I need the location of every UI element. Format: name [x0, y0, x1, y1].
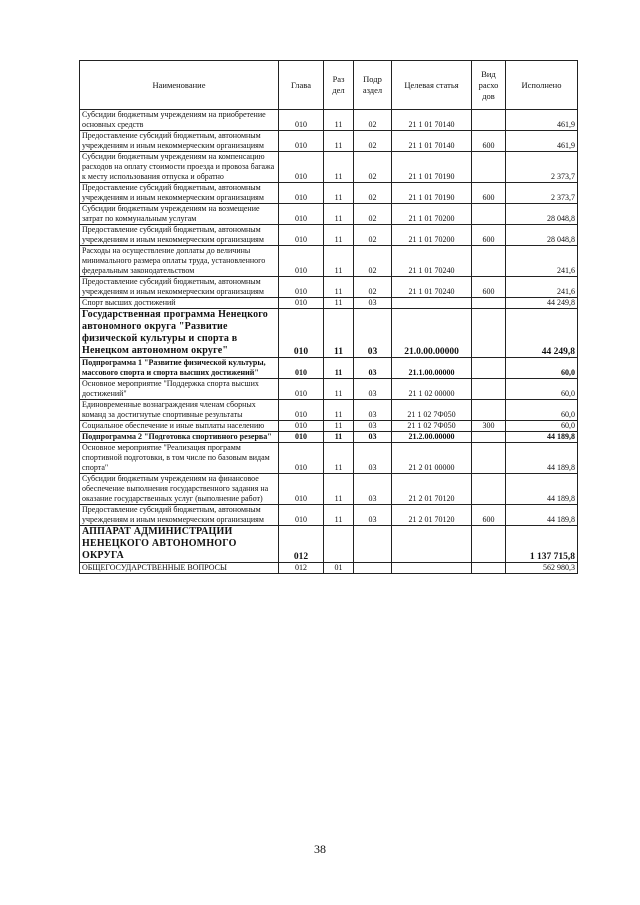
table-row	[80, 152, 578, 183]
cell-amount: 28 048,8	[506, 225, 578, 246]
cell-glava: 010	[279, 110, 324, 131]
table-row	[80, 183, 578, 204]
cell-statya: 21 1 02 7Ф050	[392, 400, 472, 421]
cell-razdel: 11	[324, 358, 354, 379]
header-glava: Глава	[279, 61, 324, 110]
cell-podrazdel	[354, 563, 392, 574]
cell-podrazdel: 02	[354, 225, 392, 246]
cell-razdel: 11	[324, 183, 354, 204]
cell-podrazdel: 03	[354, 400, 392, 421]
cell-vid	[472, 474, 506, 505]
table-row	[80, 298, 578, 309]
cell-statya	[392, 526, 472, 563]
cell-amount: 2 373,7	[506, 152, 578, 183]
table-row	[80, 358, 578, 379]
header-vid: Вид расхо дов	[472, 61, 506, 110]
cell-name: Предоставление субсидий бюджетным, автономным учреждениям и иным некоммерческим организациям	[80, 277, 279, 298]
table-row	[80, 309, 578, 358]
cell-glava: 010	[279, 358, 324, 379]
cell-statya: 21 1 01 70190	[392, 152, 472, 183]
cell-glava: 010	[279, 277, 324, 298]
cell-razdel: 11	[324, 225, 354, 246]
cell-glava: 010	[279, 505, 324, 526]
cell-glava: 010	[279, 152, 324, 183]
cell-vid	[472, 443, 506, 474]
table-row	[80, 110, 578, 131]
cell-glava: 010	[279, 443, 324, 474]
cell-podrazdel: 03	[354, 474, 392, 505]
cell-statya: 21 1 01 70200	[392, 225, 472, 246]
cell-razdel: 11	[324, 246, 354, 277]
cell-statya	[392, 563, 472, 574]
cell-name: Субсидии бюджетным учреждениям на приобретение основных средств	[80, 110, 279, 131]
table-row	[80, 563, 578, 574]
cell-name: АППАРАТ АДМИНИСТРАЦИИ НЕНЕЦКОГО АВТОНОМНОГО ОКРУГА	[80, 526, 279, 563]
cell-razdel: 11	[324, 110, 354, 131]
cell-podrazdel: 03	[354, 379, 392, 400]
cell-name: Государственная программа Ненецкого автономного округа "Развитие физической культуры и спорта в Ненецком автономном округе"	[80, 309, 279, 358]
cell-razdel: 11	[324, 421, 354, 432]
cell-vid: 600	[472, 225, 506, 246]
cell-amount: 241,6	[506, 277, 578, 298]
cell-glava: 010	[279, 183, 324, 204]
table-row	[80, 131, 578, 152]
cell-amount: 44 189,8	[506, 432, 578, 443]
cell-amount: 60,0	[506, 379, 578, 400]
cell-amount: 60,0	[506, 421, 578, 432]
cell-statya: 21 1 02 00000	[392, 379, 472, 400]
cell-statya	[392, 298, 472, 309]
cell-statya: 21 2 01 70120	[392, 505, 472, 526]
cell-glava: 010	[279, 225, 324, 246]
cell-podrazdel: 02	[354, 152, 392, 183]
cell-glava: 010	[279, 421, 324, 432]
cell-name: Подпрограмма 1 "Развитие физической культуры, массового спорта и спорта высших достижений"	[80, 358, 279, 379]
table-row	[80, 505, 578, 526]
cell-vid	[472, 246, 506, 277]
cell-amount: 44 189,8	[506, 474, 578, 505]
cell-name: Предоставление субсидий бюджетным, автономным учреждениям и иным некоммерческим организациям	[80, 131, 279, 152]
budget-table	[79, 60, 578, 574]
header-podrazdel: Подр аздел	[354, 61, 392, 110]
cell-razdel: 11	[324, 152, 354, 183]
cell-vid	[472, 298, 506, 309]
cell-glava: 010	[279, 474, 324, 505]
cell-podrazdel: 03	[354, 298, 392, 309]
cell-statya: 21.0.00.00000	[392, 309, 472, 358]
cell-name: Основное мероприятие "Поддержка спорта высших достижений"	[80, 379, 279, 400]
cell-glava: 010	[279, 131, 324, 152]
cell-statya: 21 1 01 70190	[392, 183, 472, 204]
cell-razdel: 11	[324, 309, 354, 358]
cell-razdel: 11	[324, 277, 354, 298]
cell-razdel: 11	[324, 505, 354, 526]
cell-podrazdel: 03	[354, 443, 392, 474]
cell-statya: 21.2.00.00000	[392, 432, 472, 443]
header-statya: Целевая статья	[392, 61, 472, 110]
cell-name: Социальное обеспечение и иные выплаты населению	[80, 421, 279, 432]
table-row	[80, 225, 578, 246]
cell-name: Основное мероприятие "Реализация программ спортивной подготовки, в том числе по базовым видам спорта"	[80, 443, 279, 474]
cell-razdel: 11	[324, 400, 354, 421]
cell-podrazdel: 02	[354, 131, 392, 152]
cell-vid: 600	[472, 505, 506, 526]
table-body	[80, 110, 578, 574]
cell-podrazdel: 02	[354, 277, 392, 298]
cell-name: Подпрограмма 2 "Подготовка спортивного резерва"	[80, 432, 279, 443]
cell-amount: 461,9	[506, 110, 578, 131]
cell-podrazdel: 03	[354, 432, 392, 443]
cell-amount: 44 249,8	[506, 298, 578, 309]
cell-vid	[472, 110, 506, 131]
table-header-row	[80, 61, 578, 110]
cell-name: Спорт высших достижений	[80, 298, 279, 309]
cell-vid: 600	[472, 131, 506, 152]
cell-name: Предоставление субсидий бюджетным, автономным учреждениям и иным некоммерческим организациям	[80, 505, 279, 526]
cell-amount: 44 189,8	[506, 505, 578, 526]
cell-podrazdel: 02	[354, 246, 392, 277]
table-row	[80, 379, 578, 400]
cell-amount: 44 249,8	[506, 309, 578, 358]
cell-statya: 21.1.00.00000	[392, 358, 472, 379]
cell-razdel: 11	[324, 474, 354, 505]
cell-vid	[472, 152, 506, 183]
cell-razdel: 11	[324, 298, 354, 309]
cell-amount: 28 048,8	[506, 204, 578, 225]
cell-name: Расходы на осуществление доплаты до величины минимального размера оплаты труда, установленного федеральным законодательством	[80, 246, 279, 277]
page-number: 38	[314, 842, 326, 856]
cell-glava: 012	[279, 563, 324, 574]
table-row	[80, 204, 578, 225]
cell-statya: 21 1 01 70240	[392, 246, 472, 277]
cell-statya: 21 1 01 70140	[392, 110, 472, 131]
cell-statya: 21 2 01 00000	[392, 443, 472, 474]
cell-razdel: 11	[324, 131, 354, 152]
cell-vid	[472, 358, 506, 379]
cell-razdel: 11	[324, 379, 354, 400]
cell-razdel: 11	[324, 204, 354, 225]
cell-podrazdel: 02	[354, 110, 392, 131]
cell-glava: 010	[279, 204, 324, 225]
table-row	[80, 474, 578, 505]
cell-amount: 562 980,3	[506, 563, 578, 574]
header-ispolneno: Исполнено	[506, 61, 578, 110]
cell-amount: 461,9	[506, 131, 578, 152]
cell-statya: 21 2 01 70120	[392, 474, 472, 505]
cell-name: Предоставление субсидий бюджетным, автономным учреждениям и иным некоммерческим организациям	[80, 225, 279, 246]
table-row	[80, 277, 578, 298]
table-row	[80, 400, 578, 421]
cell-statya: 21 1 01 70140	[392, 131, 472, 152]
table-row	[80, 246, 578, 277]
cell-amount: 2 373,7	[506, 183, 578, 204]
cell-amount: 241,6	[506, 246, 578, 277]
cell-name: Предоставление субсидий бюджетным, автономным учреждениям и иным некоммерческим организациям	[80, 183, 279, 204]
cell-name: ОБЩЕГОСУДАРСТВЕННЫЕ ВОПРОСЫ	[80, 563, 279, 574]
cell-vid	[472, 526, 506, 563]
cell-glava: 010	[279, 400, 324, 421]
cell-podrazdel: 03	[354, 309, 392, 358]
cell-vid	[472, 432, 506, 443]
cell-razdel	[324, 526, 354, 563]
cell-vid	[472, 400, 506, 421]
header-razdel: Раз дел	[324, 61, 354, 110]
cell-razdel: 01	[324, 563, 354, 574]
cell-statya: 21 1 01 70200	[392, 204, 472, 225]
cell-vid	[472, 563, 506, 574]
cell-name: Единовременные вознаграждения членам сборных команд за достигнутые спортивные результаты	[80, 400, 279, 421]
cell-name: Субсидии бюджетным учреждениям на финансовое обеспечение выполнения государственного задания на оказание государственных услуг (выполнение работ)	[80, 474, 279, 505]
cell-vid: 600	[472, 277, 506, 298]
cell-name: Субсидии бюджетным учреждениям на компенсацию расходов на оплату стоимости проезда и провоза багажа к месту использования отпуска и обратно	[80, 152, 279, 183]
cell-glava: 010	[279, 432, 324, 443]
cell-podrazdel: 02	[354, 183, 392, 204]
cell-razdel: 11	[324, 443, 354, 474]
cell-podrazdel: 02	[354, 204, 392, 225]
cell-glava: 010	[279, 298, 324, 309]
cell-statya: 21 1 02 7Ф050	[392, 421, 472, 432]
table-row	[80, 432, 578, 443]
cell-name: Субсидии бюджетным учреждениям на возмещение затрат по коммунальным услугам	[80, 204, 279, 225]
cell-glava: 012	[279, 526, 324, 563]
cell-podrazdel	[354, 526, 392, 563]
cell-vid	[472, 204, 506, 225]
cell-glava: 010	[279, 379, 324, 400]
cell-amount: 44 189,8	[506, 443, 578, 474]
cell-glava: 010	[279, 246, 324, 277]
header-name: Наименование	[80, 61, 279, 110]
table-row	[80, 421, 578, 432]
cell-glava: 010	[279, 309, 324, 358]
table-row	[80, 443, 578, 474]
cell-razdel: 11	[324, 432, 354, 443]
cell-vid: 300	[472, 421, 506, 432]
cell-statya: 21 1 01 70240	[392, 277, 472, 298]
table-row	[80, 526, 578, 563]
cell-vid	[472, 309, 506, 358]
cell-vid	[472, 379, 506, 400]
cell-podrazdel: 03	[354, 505, 392, 526]
cell-amount: 1 137 715,8	[506, 526, 578, 563]
cell-amount: 60,0	[506, 400, 578, 421]
cell-podrazdel: 03	[354, 421, 392, 432]
cell-amount: 60,0	[506, 358, 578, 379]
cell-vid: 600	[472, 183, 506, 204]
cell-podrazdel: 03	[354, 358, 392, 379]
